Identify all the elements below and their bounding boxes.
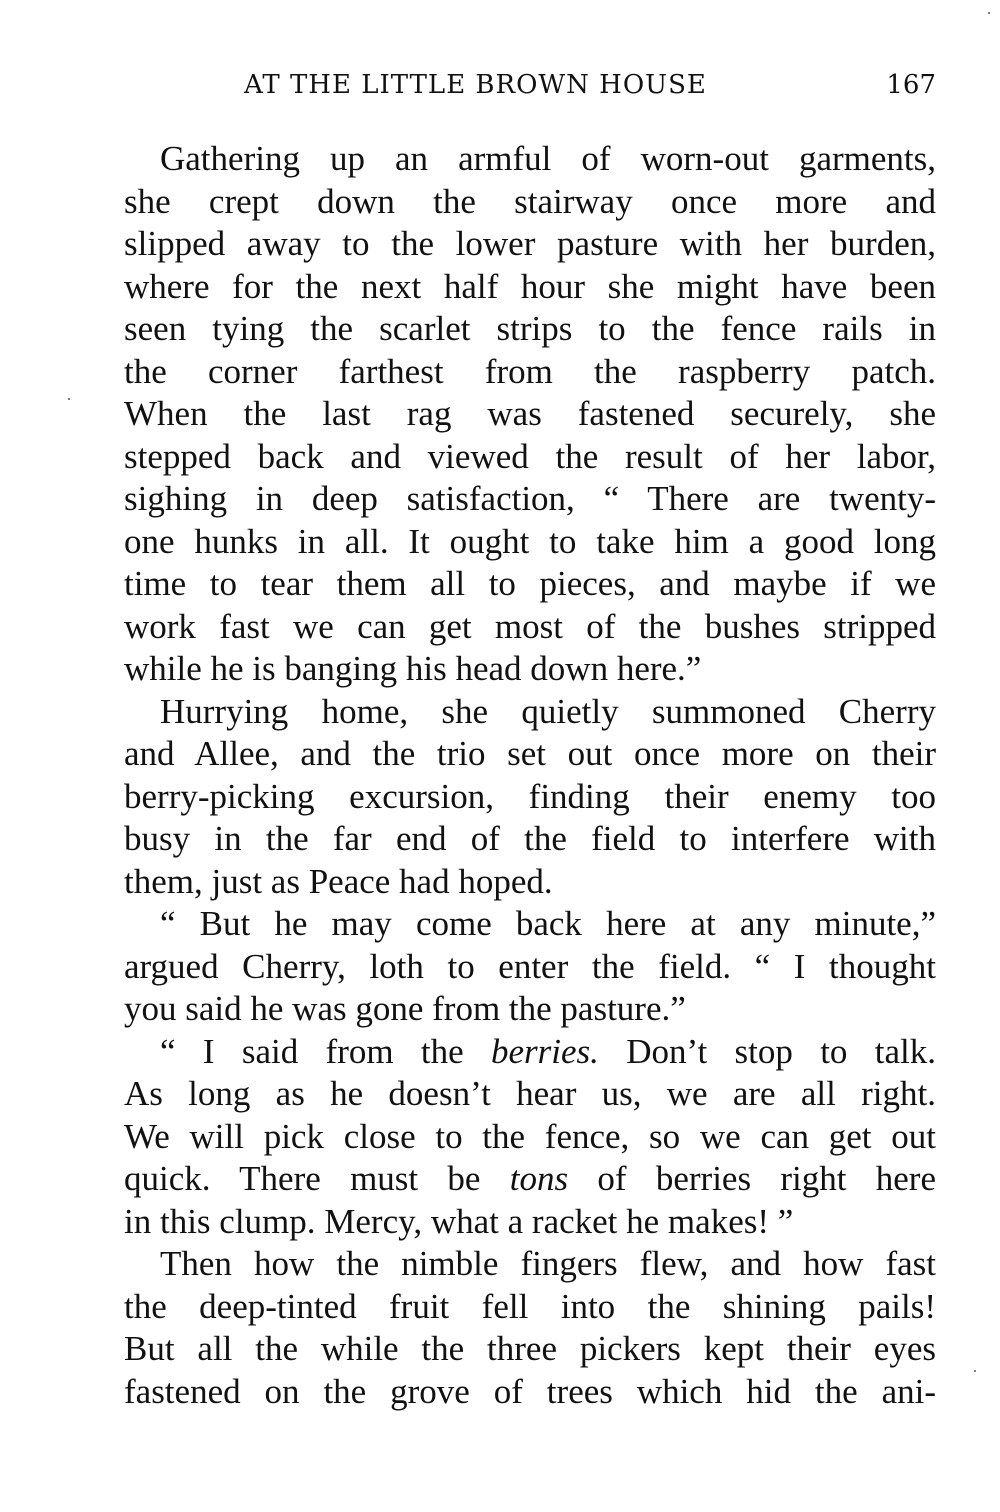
text-line: work fast we can get most of the bushes stripped	[124, 606, 936, 646]
text-line: the corner farthest from the raspberry patch.	[124, 351, 936, 391]
italic-word: tons	[509, 1159, 569, 1198]
text-line: and Allee, and the trio set out once more on their	[124, 734, 936, 773]
text-line: she crept down the stairway once more and	[124, 181, 936, 221]
page-number: 167	[886, 70, 936, 100]
text-segment: of berries right here	[568, 1159, 936, 1198]
text-line: time to tear them all to pieces, and maybe if we	[124, 564, 936, 603]
text-line: But all the while the three pickers kept their eyes	[124, 1329, 936, 1368]
text-line	[124, 1158, 936, 1201]
text-line: while he is banging his head down here.”	[124, 649, 702, 688]
text-line: Hurrying home, she quietly summoned Cherry	[160, 691, 936, 731]
scan-speck	[68, 398, 70, 400]
text-line: one hunks in all. It ought to take him a good long	[124, 521, 936, 561]
text-line: fastened on the grove of trees which hid the ani-	[124, 1371, 936, 1411]
text-line: Then how the nimble fingers flew, and how fast	[160, 1244, 936, 1283]
text-line: When the last rag was fastened securely, she	[124, 394, 936, 433]
text-line	[124, 1031, 936, 1074]
text-line: the deep-tinted fruit fell into the shining pails!	[124, 1286, 936, 1326]
running-title: AT THE LITTLE BROWN HOUSE	[244, 70, 707, 100]
text-line: stepped back and viewed the result of her labor,	[124, 436, 936, 476]
text-line: busy in the far end of the field to interfere with	[124, 819, 936, 858]
text-line: slipped away to the lower pasture with her burden,	[124, 224, 936, 263]
scan-speck	[974, 1370, 976, 1372]
text-line: you said he was gone from the pasture.”	[124, 989, 686, 1028]
text-line: sighing in deep satisfaction, “ There are twenty-	[124, 479, 936, 518]
text-line: where for the next half hour she might have been	[124, 266, 936, 306]
text-line: We will pick close to the fence, so we can get out	[124, 1116, 936, 1156]
text-segment: Don’t stop to talk.	[598, 1031, 936, 1071]
text-line: argued Cherry, loth to enter the field. “ I thought	[124, 946, 936, 986]
text-line: in this clump. Mercy, what a racket he makes! ”	[124, 1201, 794, 1241]
text-line: Gathering up an armful of worn-out garments,	[160, 139, 936, 178]
scan-speck	[988, 12, 990, 14]
text-line: As long as he doesn’t hear us, we are all right.	[124, 1074, 936, 1113]
text-line: seen tying the scarlet strips to the fence rails in	[124, 309, 936, 348]
text-segment: “ I said from the	[160, 1031, 491, 1071]
text-line: berry-picking excursion, finding their enemy too	[124, 776, 936, 816]
text-line: them, just as Peace had hoped.	[124, 861, 553, 901]
running-head	[124, 70, 936, 106]
italic-word: berries.	[490, 1031, 599, 1071]
text-segment: quick. There must be	[124, 1159, 510, 1198]
body-text	[124, 138, 936, 1413]
text-line: “ But he may come back here at any minute,”	[160, 904, 936, 943]
